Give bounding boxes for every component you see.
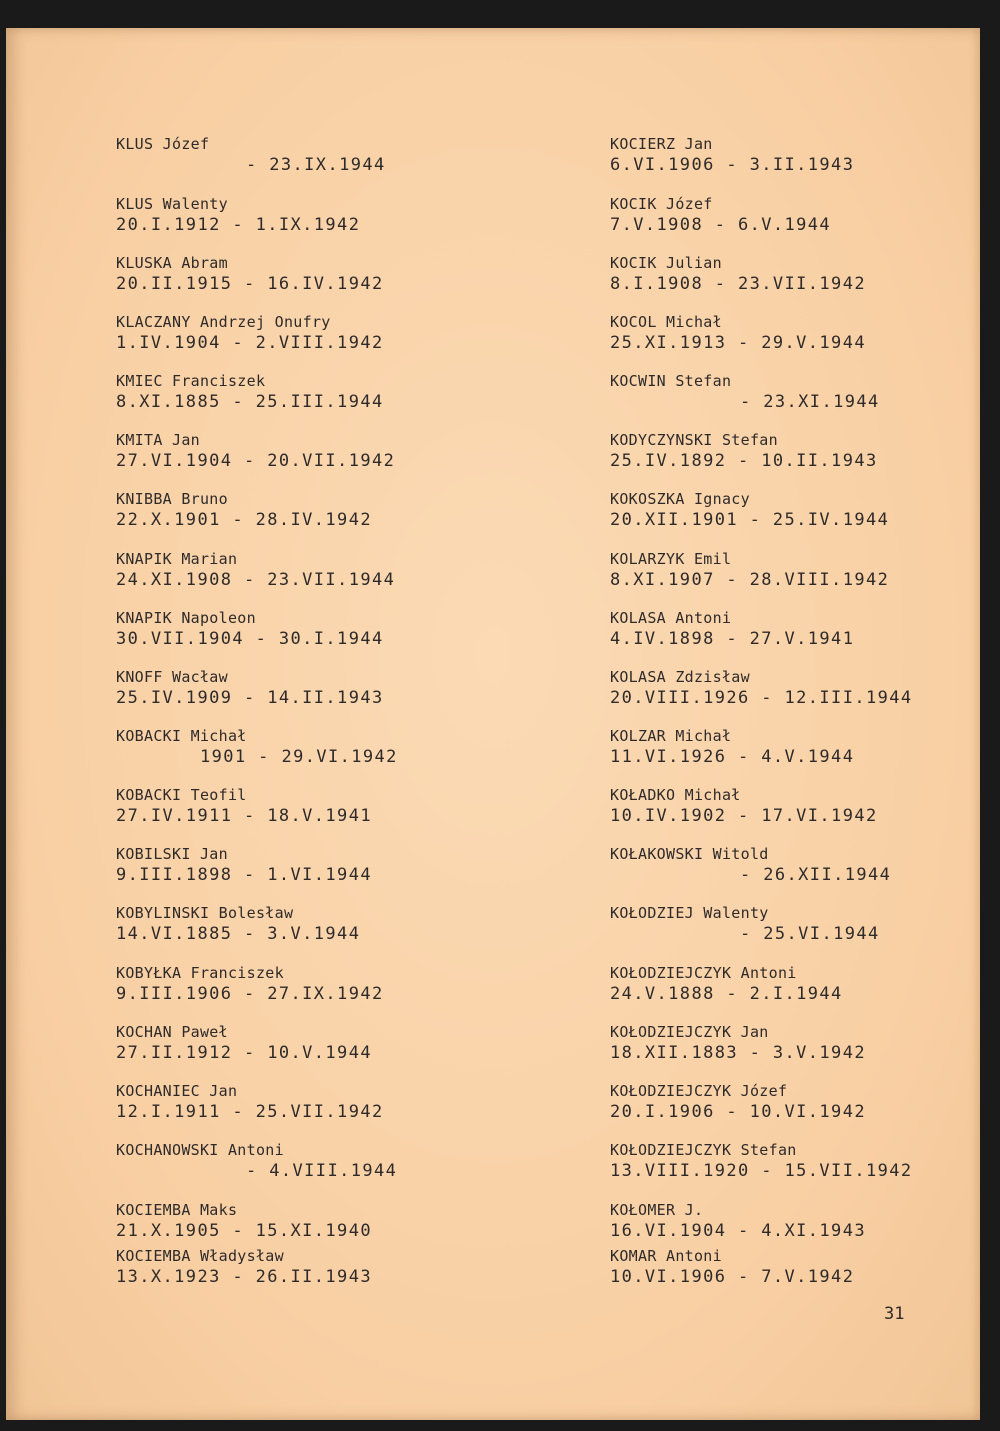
list-item bbox=[116, 430, 496, 472]
person-name: KOCOL Michał bbox=[610, 313, 722, 331]
person-name: KOLZAR Michał bbox=[610, 727, 732, 745]
person-name: KNAPIK Marian bbox=[116, 550, 238, 568]
list-item bbox=[610, 1200, 990, 1242]
life-dates: 4.IV.1898 - 27.V.1941 bbox=[610, 629, 855, 649]
list-item bbox=[610, 430, 990, 472]
person-name: KOLASA Zdzisław bbox=[610, 668, 750, 686]
life-dates: 16.VI.1904 - 4.XI.1943 bbox=[610, 1221, 866, 1241]
life-dates: - 26.XII.1944 bbox=[740, 865, 892, 885]
life-dates: 8.XI.1885 - 25.III.1944 bbox=[116, 392, 384, 412]
person-name: KOŁODZIEJCZYK Józef bbox=[610, 1082, 788, 1100]
life-dates: 13.VIII.1920 - 15.VII.1942 bbox=[610, 1161, 913, 1181]
list-item bbox=[610, 371, 990, 413]
life-dates: 20.II.1915 - 16.IV.1942 bbox=[116, 274, 384, 294]
life-dates: 7.V.1908 - 6.V.1944 bbox=[610, 215, 832, 235]
life-dates: 8.XI.1907 - 28.VIII.1942 bbox=[610, 570, 890, 590]
life-dates: 13.X.1923 - 26.II.1943 bbox=[116, 1267, 372, 1287]
person-name: KOBYLINSKI Bolesław bbox=[116, 904, 294, 922]
list-item bbox=[610, 963, 990, 1005]
list-item bbox=[116, 1200, 496, 1242]
person-name: KOBILSKI Jan bbox=[116, 845, 228, 863]
person-name: KOŁODZIEJ Walenty bbox=[610, 904, 769, 922]
list-item bbox=[116, 1246, 496, 1288]
person-name: KOCHANIEC Jan bbox=[116, 1082, 238, 1100]
person-name: KOLASA Antoni bbox=[610, 609, 732, 627]
life-dates: 20.VIII.1926 - 12.III.1944 bbox=[610, 688, 913, 708]
list-item bbox=[116, 371, 496, 413]
life-dates: 27.IV.1911 - 18.V.1941 bbox=[116, 806, 372, 826]
person-name: KOCHAN Paweł bbox=[116, 1023, 228, 1041]
list-item bbox=[116, 1022, 496, 1064]
life-dates: 6.VI.1906 - 3.II.1943 bbox=[610, 155, 855, 175]
person-name: KOLARZYK Emil bbox=[610, 550, 732, 568]
person-name: KMITA Jan bbox=[116, 431, 200, 449]
list-item bbox=[610, 726, 990, 768]
person-name: KNIBBA Bruno bbox=[116, 490, 228, 508]
person-name: KNOFF Wacław bbox=[116, 668, 228, 686]
person-name: KOŁODZIEJCZYK Stefan bbox=[610, 1141, 797, 1159]
person-name: KLACZANY Andrzej Onufry bbox=[116, 313, 331, 331]
page-number: 31 bbox=[884, 1304, 905, 1324]
life-dates: 9.III.1906 - 27.IX.1942 bbox=[116, 984, 384, 1004]
list-item bbox=[116, 489, 496, 531]
life-dates: 22.X.1901 - 28.IV.1942 bbox=[116, 510, 372, 530]
person-name: KOBACKI Teofil bbox=[116, 786, 247, 804]
list-item bbox=[610, 194, 990, 236]
life-dates: 20.XII.1901 - 25.IV.1944 bbox=[610, 510, 890, 530]
list-item bbox=[116, 134, 496, 176]
life-dates: 25.XI.1913 - 29.V.1944 bbox=[610, 333, 866, 353]
life-dates: - 23.IX.1944 bbox=[246, 155, 386, 175]
list-item bbox=[116, 785, 496, 827]
life-dates: 18.XII.1883 - 3.V.1942 bbox=[610, 1043, 866, 1063]
person-name: KOCIK Julian bbox=[610, 254, 722, 272]
list-item bbox=[610, 1246, 990, 1288]
list-item bbox=[610, 549, 990, 591]
list-item bbox=[116, 844, 496, 886]
life-dates: 20.I.1912 - 1.IX.1942 bbox=[116, 215, 361, 235]
life-dates: 25.IV.1892 - 10.II.1943 bbox=[610, 451, 878, 471]
list-item bbox=[610, 1081, 990, 1123]
document-page bbox=[6, 28, 980, 1420]
person-name: KLUSKA Abram bbox=[116, 254, 228, 272]
list-item bbox=[116, 549, 496, 591]
life-dates: 9.III.1898 - 1.VI.1944 bbox=[116, 865, 372, 885]
list-item bbox=[610, 903, 990, 945]
list-item bbox=[610, 844, 990, 886]
life-dates: 24.V.1888 - 2.I.1944 bbox=[610, 984, 843, 1004]
life-dates: - 4.VIII.1944 bbox=[246, 1161, 398, 1181]
list-item bbox=[116, 194, 496, 236]
life-dates: 1901 - 29.VI.1942 bbox=[200, 747, 398, 767]
life-dates: 20.I.1906 - 10.VI.1942 bbox=[610, 1102, 866, 1122]
person-name: KOKOSZKA Ignacy bbox=[610, 490, 750, 508]
person-name: KLUS Józef bbox=[116, 135, 210, 153]
life-dates: 12.I.1911 - 25.VII.1942 bbox=[116, 1102, 384, 1122]
life-dates: 25.IV.1909 - 14.II.1943 bbox=[116, 688, 384, 708]
person-name: KMIEC Franciszek bbox=[116, 372, 266, 390]
life-dates: 30.VII.1904 - 30.I.1944 bbox=[116, 629, 384, 649]
person-name: KOŁADKO Michał bbox=[610, 786, 741, 804]
person-name: KOCWIN Stefan bbox=[610, 372, 732, 390]
life-dates: 10.VI.1906 - 7.V.1942 bbox=[610, 1267, 855, 1287]
life-dates: 8.I.1908 - 23.VII.1942 bbox=[610, 274, 866, 294]
list-item bbox=[116, 312, 496, 354]
list-item bbox=[610, 1022, 990, 1064]
person-name: KOCIK Józef bbox=[610, 195, 713, 213]
person-name: KOCIEMBA Władysław bbox=[116, 1247, 284, 1265]
list-item bbox=[116, 726, 496, 768]
list-item bbox=[610, 667, 990, 709]
person-name: KODYCZYNSKI Stefan bbox=[610, 431, 778, 449]
person-name: KOMAR Antoni bbox=[610, 1247, 722, 1265]
list-item bbox=[116, 903, 496, 945]
life-dates: 27.II.1912 - 10.V.1944 bbox=[116, 1043, 372, 1063]
life-dates: 27.VI.1904 - 20.VII.1942 bbox=[116, 451, 396, 471]
person-name: KOCIEMBA Maks bbox=[116, 1201, 238, 1219]
life-dates: - 25.VI.1944 bbox=[740, 924, 880, 944]
person-name: KOCIERZ Jan bbox=[610, 135, 713, 153]
list-item bbox=[116, 1140, 496, 1182]
list-item bbox=[610, 489, 990, 531]
list-item bbox=[116, 667, 496, 709]
person-name: KOŁOMER J. bbox=[610, 1201, 704, 1219]
list-item bbox=[610, 312, 990, 354]
list-item bbox=[610, 608, 990, 650]
list-item bbox=[610, 1140, 990, 1182]
life-dates: - 23.XI.1944 bbox=[740, 392, 880, 412]
person-name: KOCHANOWSKI Antoni bbox=[116, 1141, 284, 1159]
list-item bbox=[116, 1081, 496, 1123]
person-name: KLUS Walenty bbox=[116, 195, 228, 213]
list-item bbox=[116, 253, 496, 295]
person-name: KOBYŁKA Franciszek bbox=[116, 964, 284, 982]
person-name: KOŁAKOWSKI Witold bbox=[610, 845, 769, 863]
person-name: KNAPIK Napoleon bbox=[116, 609, 256, 627]
person-name: KOBACKI Michał bbox=[116, 727, 247, 745]
list-item bbox=[116, 963, 496, 1005]
life-dates: 24.XI.1908 - 23.VII.1944 bbox=[116, 570, 396, 590]
person-name: KOŁODZIEJCZYK Antoni bbox=[610, 964, 797, 982]
life-dates: 14.VI.1885 - 3.V.1944 bbox=[116, 924, 361, 944]
list-item bbox=[610, 785, 990, 827]
life-dates: 11.VI.1926 - 4.V.1944 bbox=[610, 747, 855, 767]
life-dates: 1.IV.1904 - 2.VIII.1942 bbox=[116, 333, 384, 353]
list-item bbox=[116, 608, 496, 650]
life-dates: 21.X.1905 - 15.XI.1940 bbox=[116, 1221, 372, 1241]
list-item bbox=[610, 134, 990, 176]
life-dates: 10.IV.1902 - 17.VI.1942 bbox=[610, 806, 878, 826]
person-name: KOŁODZIEJCZYK Jan bbox=[610, 1023, 769, 1041]
list-item bbox=[610, 253, 990, 295]
